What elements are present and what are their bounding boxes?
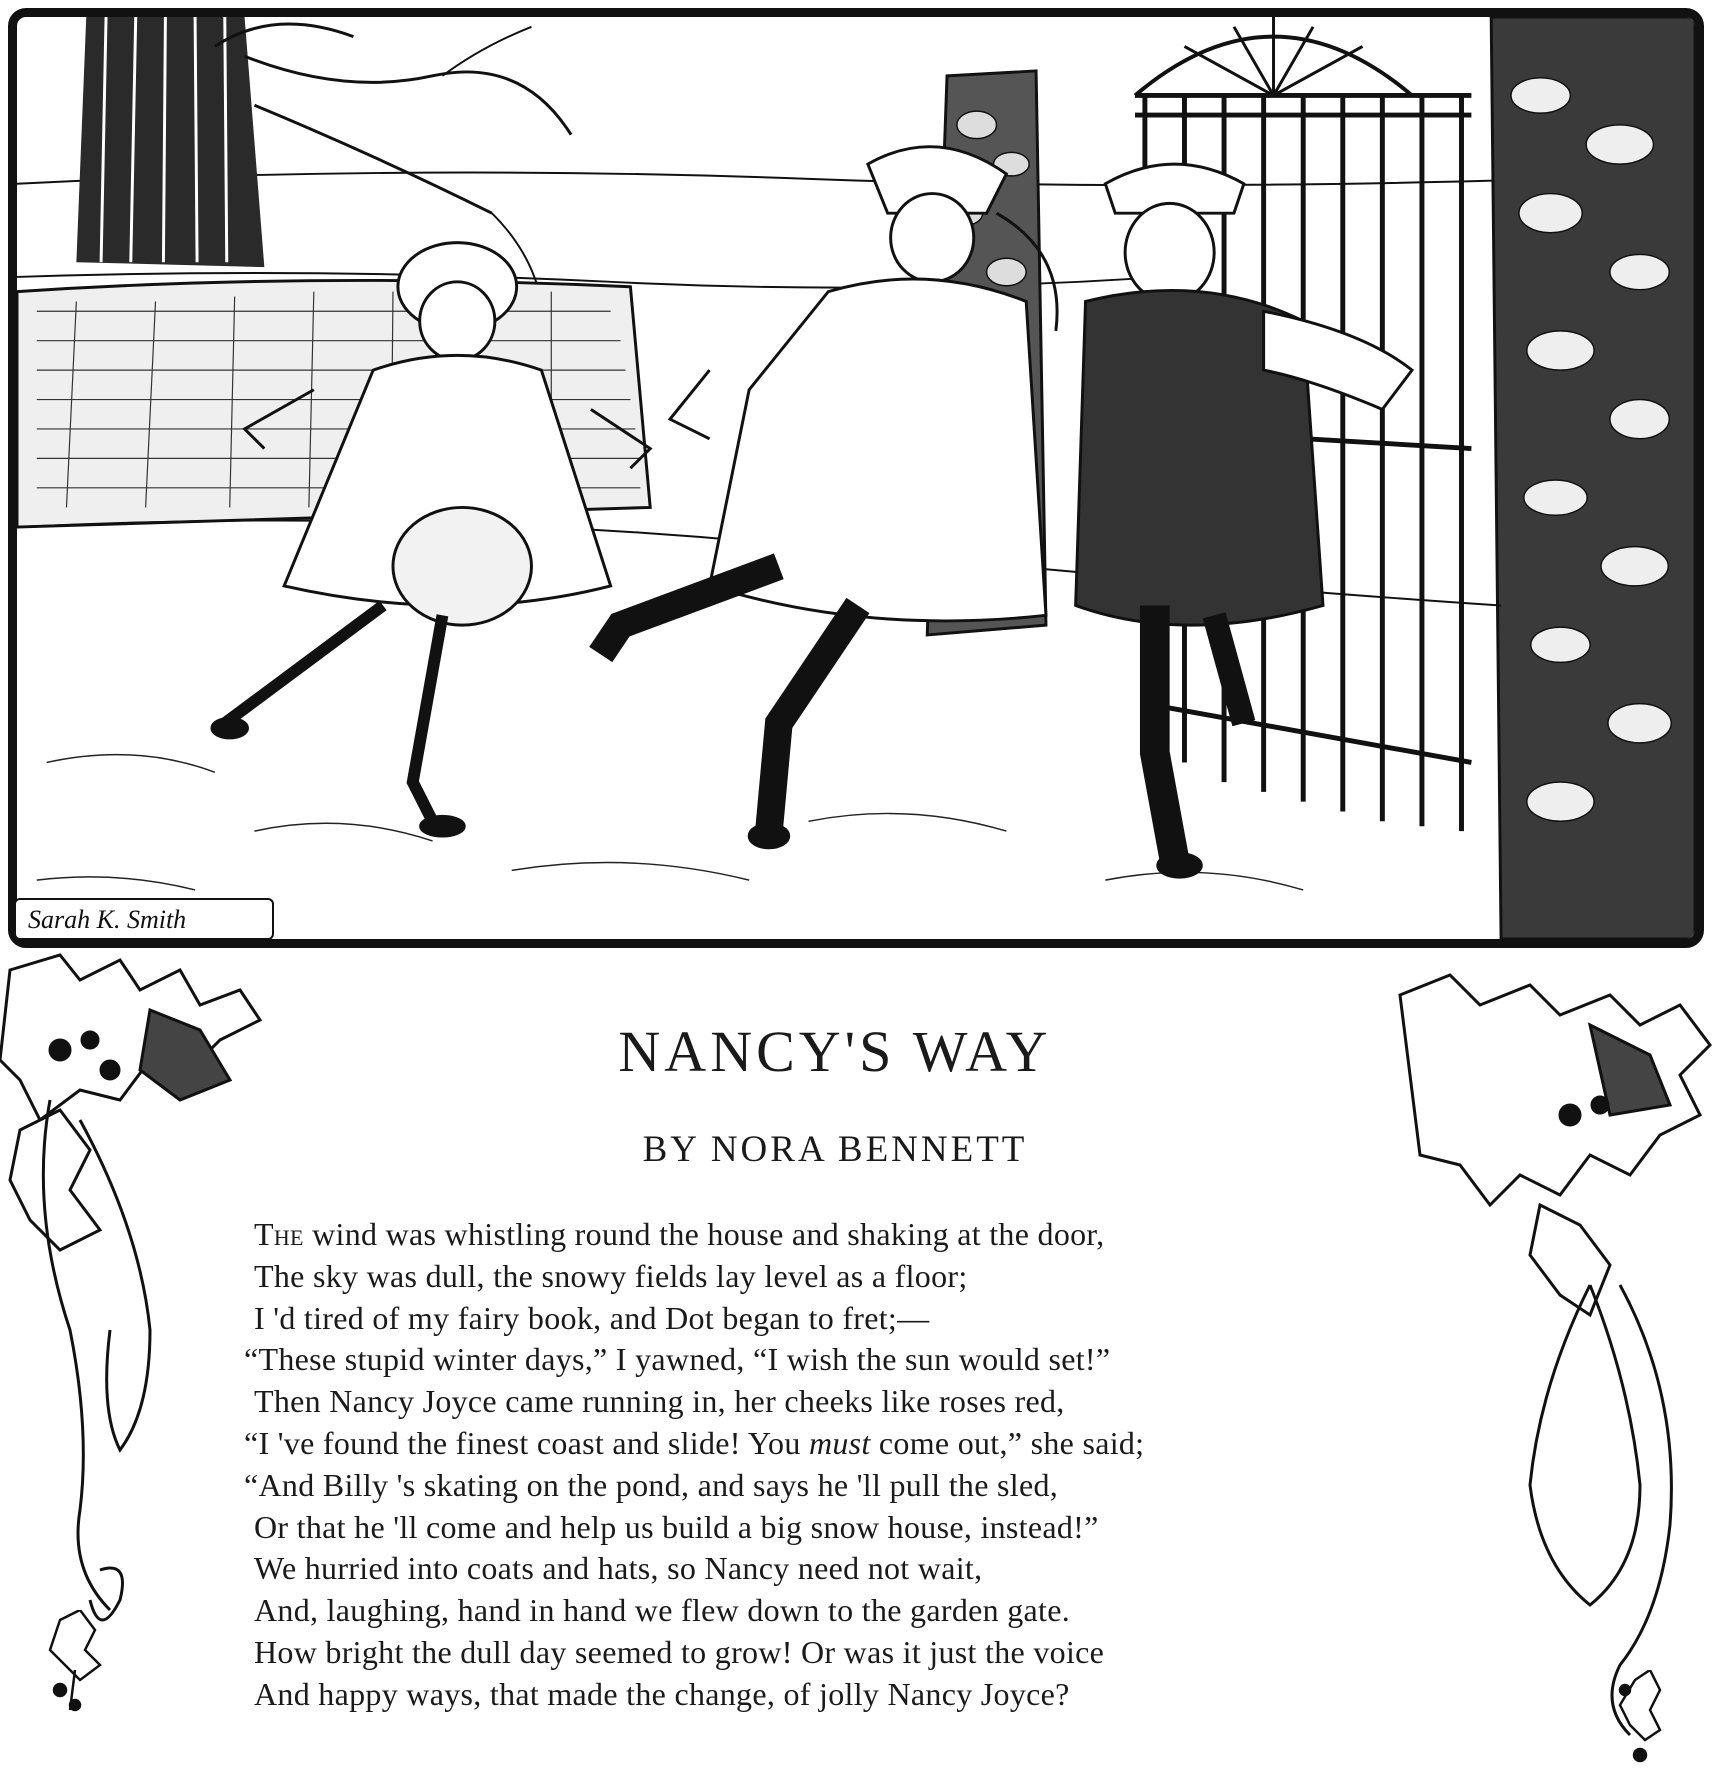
poem-line-6-head: “I 've found the finest coast and slide! You (244, 1424, 809, 1461)
holly-sprig-icon-right (1610, 1670, 1670, 1770)
poem-first-letter: T (254, 1216, 274, 1252)
holly-sprig-icon-left (40, 1610, 110, 1720)
poem-line-2: The sky was dull, the snowy fields lay level as a floor; (254, 1257, 968, 1294)
artist-signature (14, 898, 274, 940)
poem-line-6 (244, 1423, 1494, 1465)
poem-line-1 (254, 1214, 1494, 1256)
poem-line-3: I 'd tired of my fairy book, and Dot began to fret;— (254, 1299, 930, 1336)
illustration-girls-running-through-gate (17, 17, 1695, 939)
poem-line-5: Then Nancy Joyce came running in, her cheeks like roses red, (254, 1383, 1065, 1420)
poem-line-11: How bright the dull day seemed to grow! Or was it just the voice (254, 1633, 1105, 1670)
poem-title: NANCY'S WAY (618, 1019, 1052, 1084)
artist-signature-text: Sarah K. Smith (28, 905, 187, 934)
girl-in-dark-dress (1076, 164, 1412, 877)
poem-line-1-text: wind was whistling round the house and shaking at the door, (303, 1216, 1105, 1252)
poem-line-4: “These stupid winter days,” I yawned, “I wish the sun would set!” (244, 1341, 1111, 1378)
poem-line-9: We hurried into coats and hats, so Nancy need not wait, (254, 1550, 983, 1587)
poem-byline: BY NORA BENNETT (642, 1129, 1028, 1170)
poem-line-6-tail: come out,” she said; (870, 1424, 1145, 1461)
poem-line-10: And, laughing, hand in hand we flew down to the garden gate. (254, 1592, 1071, 1629)
illustration-frame (8, 8, 1704, 948)
poem-line-8: Or that he 'll come and help us build a big snow house, instead!” (254, 1508, 1099, 1545)
poem-line-6-emphasis: must (808, 1424, 871, 1461)
poem-body (244, 1214, 1494, 1716)
poem-first-word-rest: he (273, 1216, 304, 1252)
poem-line-7: “And Billy 's skating on the pond, and says he 'll pull the sled, (244, 1466, 1059, 1503)
poem-line-12: And happy ways, that made the change, of jolly Nancy Joyce? (254, 1675, 1070, 1712)
